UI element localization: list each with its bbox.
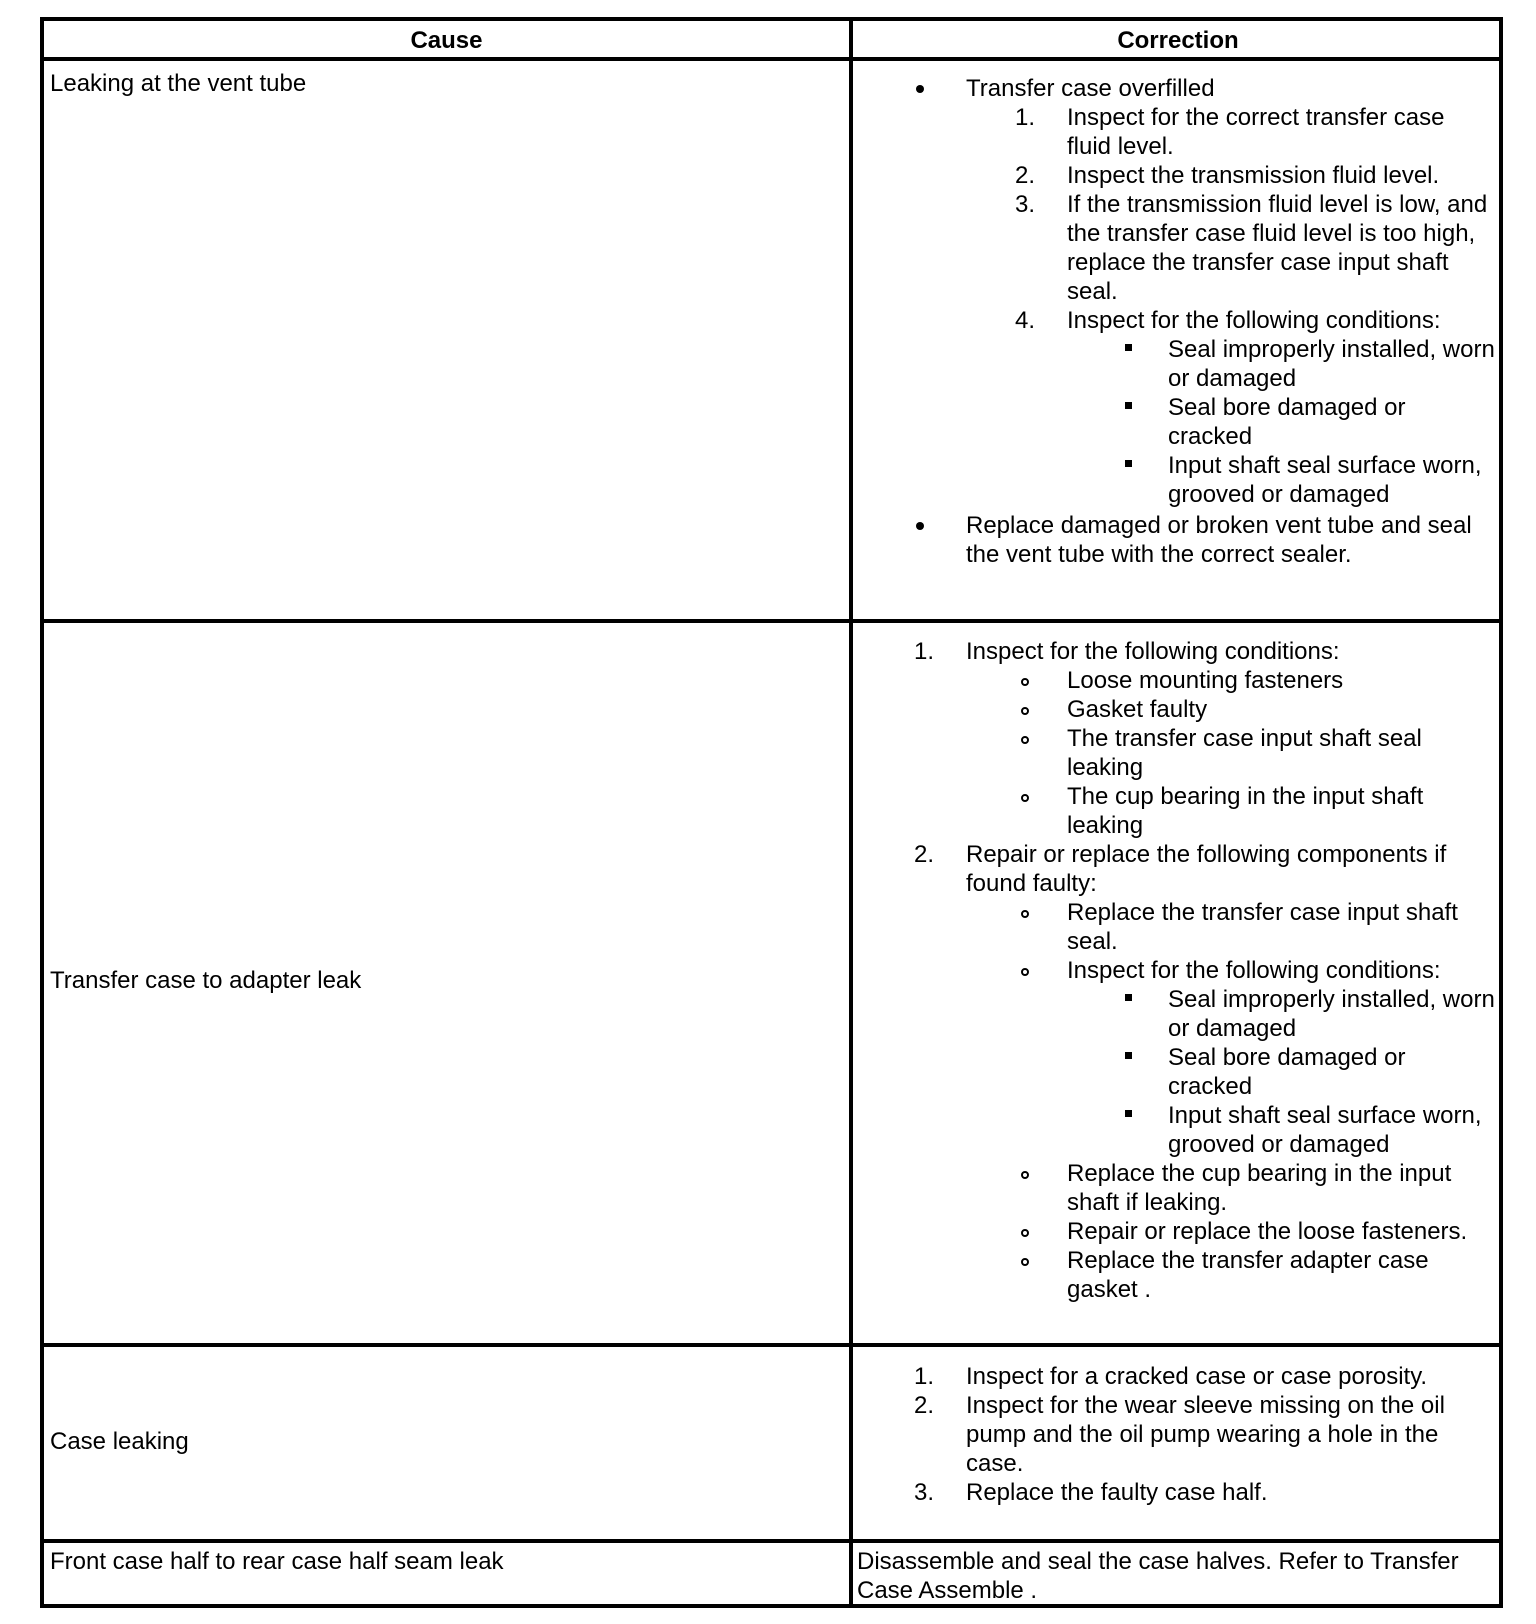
- list-item: The transfer case input shaft seal leaking: [1067, 724, 1495, 782]
- list-item: The cup bearing in the input shaft leaking: [1067, 782, 1495, 840]
- column-divider: [849, 21, 853, 1604]
- list-item: 1. Inspect for a cracked case or case porosity.: [914, 1363, 1428, 1390]
- square-bullet-icon: [1125, 994, 1132, 1001]
- correction-cell: Disassemble and seal the case halves. Refer to Transfer Case Assemble .: [857, 1548, 1459, 1604]
- list-item: Input shaft seal surface worn, grooved or damaged: [1168, 1101, 1495, 1159]
- list-item: Inspect for the following conditions:: [1067, 956, 1495, 985]
- list-item: Repair or replace the loose fasteners.: [1067, 1217, 1495, 1246]
- correction-cell: [861, 74, 1495, 569]
- list-item: Seal bore damaged or cracked: [1168, 393, 1495, 451]
- cause-cell: Transfer case to adapter leak: [50, 967, 362, 994]
- list-item: 1. Inspect for the following conditions:: [914, 638, 1340, 665]
- list-item: 2. Repair or replace the following components if found faulty:: [914, 841, 1447, 897]
- circle-bullet-icon: [1021, 1229, 1029, 1237]
- list-item: Gasket faulty: [1067, 695, 1495, 724]
- row-divider: [44, 619, 1499, 623]
- list-item: Seal improperly installed, worn or damaged: [1168, 335, 1495, 393]
- bullet-icon: [916, 85, 924, 93]
- square-bullet-icon: [1125, 460, 1132, 467]
- circle-bullet-icon: [1021, 1258, 1029, 1266]
- list-item: 3. If the transmission fluid level is low, and the transfer case fluid level is too high, replace the transfer case input shaft seal.: [1015, 191, 1488, 305]
- header-cause: Cause: [410, 27, 483, 54]
- circle-bullet-icon: [1021, 678, 1029, 686]
- circle-bullet-icon: [1021, 707, 1029, 715]
- correction-cell: [861, 637, 1495, 1304]
- list-item: 1. Inspect for the correct transfer case fluid level.: [1015, 104, 1445, 160]
- row-divider: [44, 1343, 1499, 1347]
- list-item: 2. Inspect the transmission fluid level.: [1015, 162, 1440, 189]
- square-bullet-icon: [1125, 1052, 1132, 1059]
- square-bullet-icon: [1125, 1110, 1132, 1117]
- list-item: Replace the transfer adapter case gasket .: [1067, 1246, 1495, 1304]
- troubleshooting-table: [40, 17, 1503, 1608]
- list-item: Seal improperly installed, worn or damaged: [1168, 985, 1495, 1043]
- cause-cell: Front case half to rear case half seam leak: [50, 1548, 504, 1575]
- bullet-icon: [916, 522, 924, 530]
- square-bullet-icon: [1125, 402, 1132, 409]
- list-item: Replace the cup bearing in the input shaft if leaking.: [1067, 1159, 1495, 1217]
- list-item: Loose mounting fasteners: [1067, 666, 1495, 695]
- circle-bullet-icon: [1021, 794, 1029, 802]
- row-divider: [44, 1539, 1499, 1543]
- list-item: Replace the transfer case input shaft seal.: [1067, 898, 1495, 956]
- circle-bullet-icon: [1021, 968, 1029, 976]
- list-item: 3. Replace the faulty case half.: [914, 1479, 1268, 1506]
- circle-bullet-icon: [1021, 910, 1029, 918]
- list-item: Replace damaged or broken vent tube and seal the vent tube with the correct sealer.: [966, 511, 1495, 569]
- cause-cell: Case leaking: [50, 1428, 189, 1455]
- list-item: 2. Inspect for the wear sleeve missing on the oil pump and the oil pump wearing a hole in the case.: [914, 1392, 1445, 1477]
- list-item: Seal bore damaged or cracked: [1168, 1043, 1495, 1101]
- circle-bullet-icon: [1021, 1171, 1029, 1179]
- list-item: Input shaft seal surface worn, grooved or damaged: [1168, 451, 1495, 509]
- list-item: Transfer case overfilled: [966, 74, 1495, 103]
- square-bullet-icon: [1125, 344, 1132, 351]
- correction-cell: [861, 1362, 1495, 1507]
- cause-cell: Leaking at the vent tube: [50, 70, 307, 97]
- header-correction: Correction: [1117, 27, 1239, 54]
- list-item: 4. Inspect for the following conditions:: [1015, 307, 1441, 334]
- circle-bullet-icon: [1021, 736, 1029, 744]
